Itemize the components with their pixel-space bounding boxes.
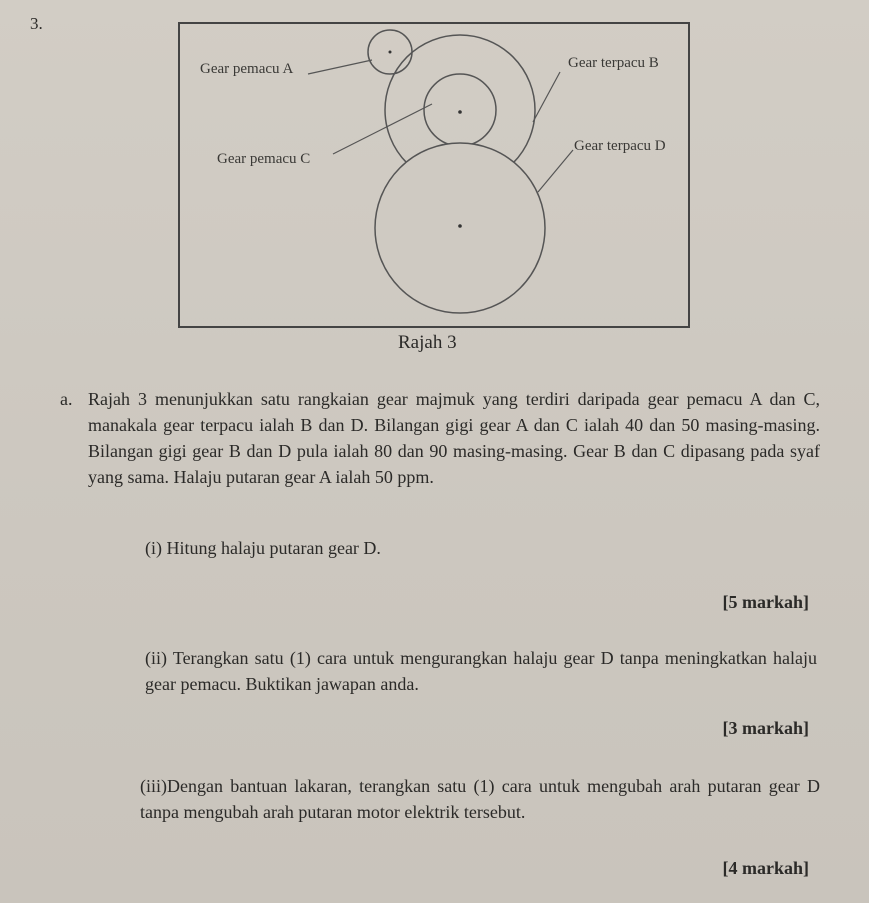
sub-question-i [145,535,825,561]
part-a-marker: a. [60,389,73,409]
gear-d-circle [375,143,545,313]
leader-c [333,104,432,154]
marks-iii: [4 markah] [722,858,809,878]
sub-label: (i) [145,538,162,558]
label-gear-a: Gear pemacu A [200,61,294,77]
figure-caption: Rajah 3 [398,332,457,353]
leader-a [308,60,372,74]
leader-b [533,72,560,122]
marks-ii: [3 markah] [722,718,809,738]
sub-question-iii [140,773,820,825]
label-gear-d: Gear terpacu D [574,138,666,154]
leader-d [538,150,573,192]
label-gear-b: Gear terpacu B [568,55,659,71]
sub-question-ii [145,645,817,697]
gear-d-center [458,224,462,228]
gear-b-center [458,110,462,114]
sub-text: Terangkan satu (1) cara untuk mengurangkan halaju gear D tanpa meningkatkan halaju gear pemacu. Buktikan jawapan anda. [145,648,817,694]
gear-b-hub [424,74,496,146]
part-a-paragraph [60,386,820,490]
marks-i: [5 markah] [722,592,809,612]
sub-label: (iii) [140,776,167,796]
question-number: 3. [30,14,43,33]
sub-text: Hitung halaju putaran gear D. [166,538,381,558]
label-gear-c: Gear pemacu C [217,151,311,167]
gear-a-center [389,51,392,54]
part-a-text: Rajah 3 menunjukkan satu rangkaian gear majmuk yang terdiri daripada gear pemacu A dan C, manakala gear terpacu ialah B dan D. Bilangan gigi gear A dan C ialah 40 dan 50 masing-masing. Bilangan gigi gear B dan D pula ialah 80 dan 90 masing-masing. Gear B dan C dipasang pada syaf yang sama. Halaju putaran gear A ialah 50 ppm. [88,389,820,487]
gear-diagram [178,22,690,328]
sub-text: Dengan bantuan lakaran, terangkan satu (1) cara untuk mengubah arah putaran gear D tanpa mengubah arah putaran motor elektrik tersebut. [140,776,820,822]
sub-label: (ii) [145,648,167,668]
